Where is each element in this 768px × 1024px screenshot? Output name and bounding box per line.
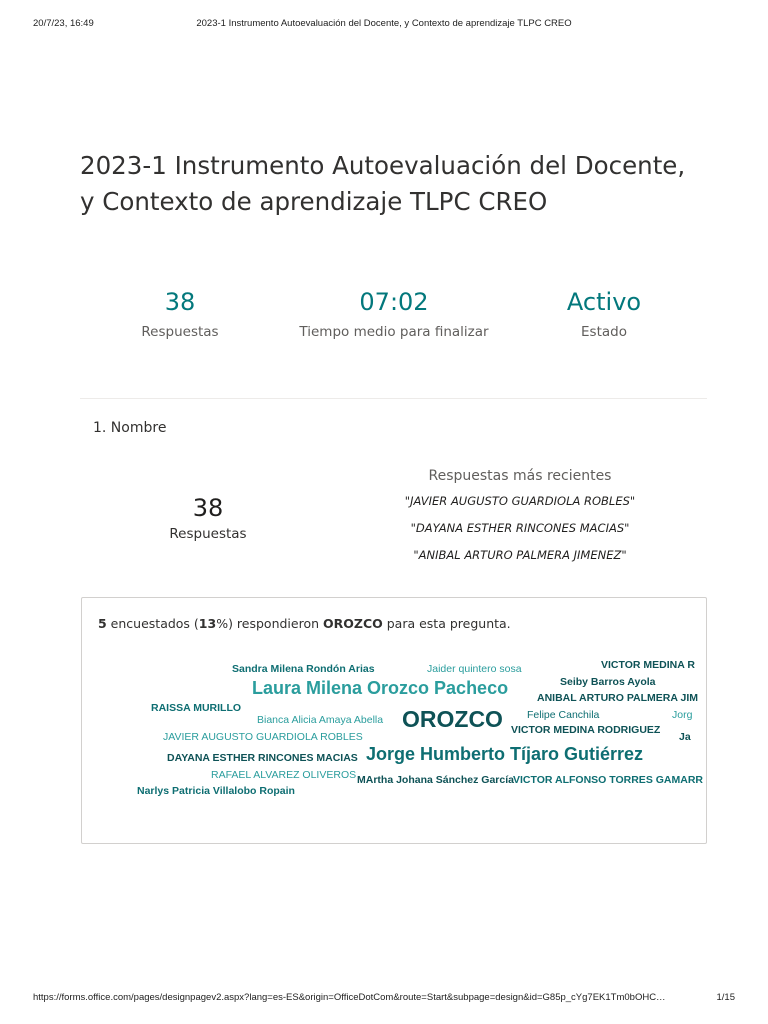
cloud-word[interactable]: Narlys Patricia Villalobo Ropain	[137, 785, 295, 797]
cloud-word[interactable]: Seiby Barros Ayola	[560, 676, 656, 688]
summary-percent: 13	[198, 616, 217, 631]
cloud-word[interactable]: Felipe Canchila	[527, 709, 600, 721]
cloud-word[interactable]: Sandra Milena Rondón Arias	[232, 663, 375, 675]
cloud-word[interactable]: Jaider quintero sosa	[427, 663, 522, 675]
cloud-word[interactable]: RAISSA MURILLO	[151, 702, 242, 714]
print-datetime: 20/7/23, 16:49	[33, 18, 94, 29]
summary-text: encuestados (	[106, 616, 199, 631]
cloud-word[interactable]: Jorg	[672, 709, 693, 721]
print-header-title: 2023-1 Instrumento Autoevaluación del Docente, y Contexto de aprendizaje TLPC CREO	[196, 18, 572, 29]
stat-status-label: Estado	[581, 324, 627, 340]
cloud-word[interactable]: VICTOR MEDINA RODRIGUEZ	[511, 724, 661, 736]
stat-responses	[60, 286, 300, 340]
cloud-word[interactable]: VICTOR MEDINA R	[601, 659, 695, 671]
recent-response: "JAVIER AUGUSTO GUARDIOLA ROBLES"	[404, 494, 636, 508]
stat-avg-time-label: Tiempo medio para finalizar	[299, 324, 489, 340]
stat-status-value: Activo	[566, 288, 642, 316]
summary-text: %) respondieron	[216, 616, 324, 631]
summary-text: para esta pregunta.	[382, 616, 511, 631]
recent-responses-heading: Respuestas más recientes	[428, 468, 612, 484]
print-page-number: 1/15	[716, 992, 735, 1003]
cloud-word[interactable]: VICTOR ALFONSO TORRES GAMARR	[513, 774, 703, 786]
question-count-value: 38	[192, 494, 224, 522]
cloud-word[interactable]: OROZCO	[402, 706, 503, 732]
stat-status	[484, 286, 724, 340]
cloud-word[interactable]: ANIBAL ARTURO PALMERA JIM	[537, 692, 698, 704]
section-divider	[80, 398, 707, 399]
stat-avg-time-value: 07:02	[359, 288, 429, 316]
question-title: 1. Nombre	[93, 420, 167, 436]
cloud-word[interactable]: DAYANA ESTHER RINCONES MACIAS	[167, 752, 358, 764]
question-response-count	[148, 492, 268, 542]
cloud-word[interactable]: MArtha Johana Sánchez García	[357, 774, 514, 786]
stat-responses-label: Respuestas	[141, 324, 219, 340]
stat-avg-time	[274, 286, 514, 340]
cloud-word[interactable]: Laura Milena Orozco Pacheco	[252, 678, 509, 698]
cloud-word[interactable]: Ja	[679, 731, 691, 743]
cloud-word[interactable]: Bianca Alicia Amaya Abella	[257, 714, 384, 726]
print-footer-url: https://forms.office.com/pages/designpagev2.aspx?lang=es-ES&origin=OfficeDotCom&route=Start&subpage=design&id=G85p_cYg7EK1Tm0bOHC…	[33, 992, 666, 1003]
word-cloud-summary	[98, 616, 511, 631]
recent-response: "ANIBAL ARTURO PALMERA JIMENEZ"	[413, 548, 627, 562]
recent-responses	[370, 468, 670, 569]
word-cloud-card	[81, 597, 707, 844]
cloud-word[interactable]: Jorge Humberto Tíjaro Gutiérrez	[366, 744, 644, 764]
summary-selected-word: OROZCO	[323, 616, 383, 631]
form-title: 2023-1 Instrumento Autoevaluación del Docente, y Contexto de aprendizaje TLPC CREO	[80, 151, 686, 216]
cloud-word[interactable]: JAVIER AUGUSTO GUARDIOLA ROBLES	[163, 731, 363, 743]
cloud-word[interactable]: RAFAEL ALVAREZ OLIVEROS	[211, 769, 357, 781]
stat-responses-value: 38	[164, 288, 196, 316]
summary-count: 5	[98, 616, 107, 631]
question-count-label: Respuestas	[169, 526, 247, 542]
recent-response: "DAYANA ESTHER RINCONES MACIAS"	[410, 521, 630, 535]
